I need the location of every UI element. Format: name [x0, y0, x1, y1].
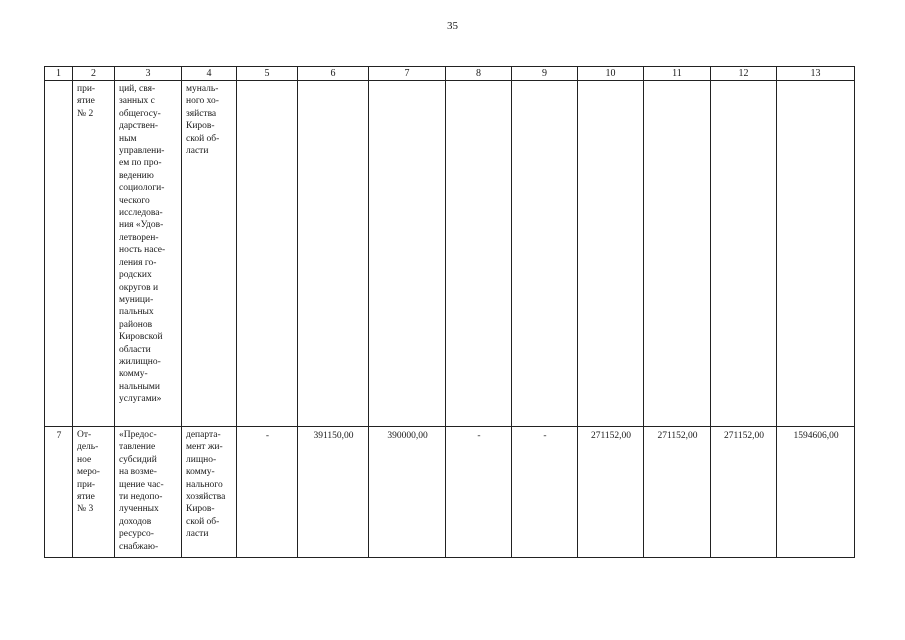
cell-value [644, 427, 711, 558]
cell-line: родских [119, 270, 152, 281]
cell-line: нального [186, 479, 223, 490]
cell-line: ской об- [186, 516, 220, 527]
cell-line: при- [77, 84, 96, 94]
cell-value [711, 81, 777, 427]
cell-value-text [512, 81, 577, 84]
cell-line: ным [119, 133, 137, 144]
cell-measure-name [115, 427, 182, 558]
cell-number: 7 [45, 427, 73, 558]
cell-value-text: 1594606,00 [793, 431, 839, 441]
cell-measure-type [73, 427, 115, 558]
cell-value [644, 81, 711, 427]
cell-line: нальными [119, 381, 161, 392]
cell-value [711, 427, 777, 558]
page-number: 35 [447, 20, 458, 32]
cell-line: субсидий [119, 454, 157, 465]
column-header: 10 [578, 67, 644, 81]
column-header: 12 [711, 67, 777, 81]
cell-line: доходов [119, 516, 152, 527]
cell-line: Киров- [186, 121, 215, 132]
cell-value [446, 81, 512, 427]
cell-value [298, 427, 369, 558]
cell-line: районов [119, 319, 153, 330]
data-table [44, 66, 855, 558]
cell-number [45, 81, 73, 427]
cell-value-text [711, 81, 776, 84]
cell-value [578, 81, 644, 427]
cell-line: исследова- [119, 208, 163, 219]
column-header: 6 [298, 67, 369, 81]
cell-line: области [119, 344, 151, 355]
cell-line: летворен- [119, 232, 159, 243]
cell-line: комму- [186, 467, 215, 478]
cell-line: ность насе- [119, 245, 166, 256]
cell-line: дель- [77, 442, 99, 453]
cell-line: мент жи- [186, 442, 223, 453]
cell-line: пальных [119, 307, 154, 318]
table-row [45, 427, 855, 558]
cell-line: ской об- [186, 133, 220, 144]
cell-line: снабжаю- [119, 541, 159, 552]
cell-line: Киров- [186, 504, 215, 515]
column-header: 3 [115, 67, 182, 81]
cell-value [512, 81, 578, 427]
cell-line: меро- [77, 467, 100, 478]
cell-executor [182, 81, 237, 427]
cell-line: зяйства [186, 108, 217, 119]
column-header: 9 [512, 67, 578, 81]
cell-value [578, 427, 644, 558]
cell-line: ем по про- [119, 158, 162, 169]
cell-line: при- [77, 479, 96, 490]
cell-value-text: 271152,00 [723, 431, 765, 441]
cell-line: ятие [77, 96, 95, 107]
cell-line: лищно- [186, 454, 217, 465]
cell-line: ресурсо- [119, 529, 154, 540]
cell-value-text [446, 81, 511, 84]
cell-measure-name [115, 81, 182, 427]
cell-value-text [237, 81, 297, 84]
cell-line: департа- [186, 430, 221, 440]
cell-value [777, 427, 855, 558]
cell-value-text: 271152,00 [590, 431, 632, 441]
cell-line: № 3 [77, 504, 94, 515]
column-header: 13 [777, 67, 855, 81]
cell-line: тавление [119, 442, 156, 453]
cell-line: ное [77, 454, 92, 465]
cell-line: муналь- [186, 84, 219, 94]
cell-line: жилищно- [119, 356, 161, 367]
column-header: 5 [237, 67, 298, 81]
cell-value-text: - [477, 431, 481, 441]
column-header: 11 [644, 67, 711, 81]
cell-line: социологи- [119, 183, 165, 194]
cell-value-text [298, 81, 368, 84]
column-header: 7 [369, 67, 446, 81]
cell-value-text [369, 81, 445, 84]
cell-line: общегосу- [119, 108, 161, 119]
cell-value [298, 81, 369, 427]
table-row [45, 81, 855, 427]
cell-line: на возме- [119, 467, 157, 478]
cell-line: «Предос- [119, 430, 157, 440]
cell-value-text: - [265, 431, 270, 441]
cell-value-text: 271152,00 [657, 431, 698, 441]
cell-line: ного хо- [186, 96, 219, 107]
cell-value [512, 427, 578, 558]
cell-value [369, 427, 446, 558]
cell-line: комму- [119, 369, 148, 380]
cell-line: ния «Удов- [119, 220, 164, 231]
cell-line: От- [77, 430, 92, 440]
cell-line: услугами» [119, 394, 162, 405]
cell-value-text [777, 81, 854, 84]
cell-line: занных с [119, 96, 155, 107]
cell-line: ласти [186, 529, 209, 540]
cell-line: ведению [119, 170, 154, 181]
cell-line: Кировской [119, 332, 163, 343]
cell-value-text: 391150,00 [313, 431, 354, 441]
column-header: 4 [182, 67, 237, 81]
cell-line: хозяйства [186, 492, 226, 503]
cell-value [237, 81, 298, 427]
cell-line: управлени- [119, 146, 165, 157]
header-row [45, 67, 855, 81]
cell-line: округов и [119, 282, 159, 293]
cell-measure-type [73, 81, 115, 427]
cell-value-text [578, 81, 643, 84]
column-header: 2 [73, 67, 115, 81]
cell-line: щение час- [119, 479, 164, 490]
cell-line: ления го- [119, 257, 157, 268]
cell-value-text: 390000,00 [387, 431, 428, 441]
column-header: 1 [45, 67, 73, 81]
cell-line: ческого [119, 195, 150, 206]
cell-line: № 2 [77, 108, 94, 119]
cell-line: ласти [186, 146, 209, 157]
cell-value-text: - [543, 431, 547, 441]
cell-executor [182, 427, 237, 558]
cell-line: муници- [119, 294, 154, 305]
column-header: 8 [446, 67, 512, 81]
cell-line: дарствен- [119, 121, 159, 132]
cell-value [446, 427, 512, 558]
cell-value [237, 427, 298, 558]
cell-line: ций, свя- [119, 84, 156, 94]
cell-line: ятие [77, 492, 95, 503]
cell-line: ти недопо- [119, 492, 163, 503]
cell-value-text [644, 81, 710, 84]
cell-line: лученных [119, 504, 159, 515]
cell-value [777, 81, 855, 427]
cell-value [369, 81, 446, 427]
